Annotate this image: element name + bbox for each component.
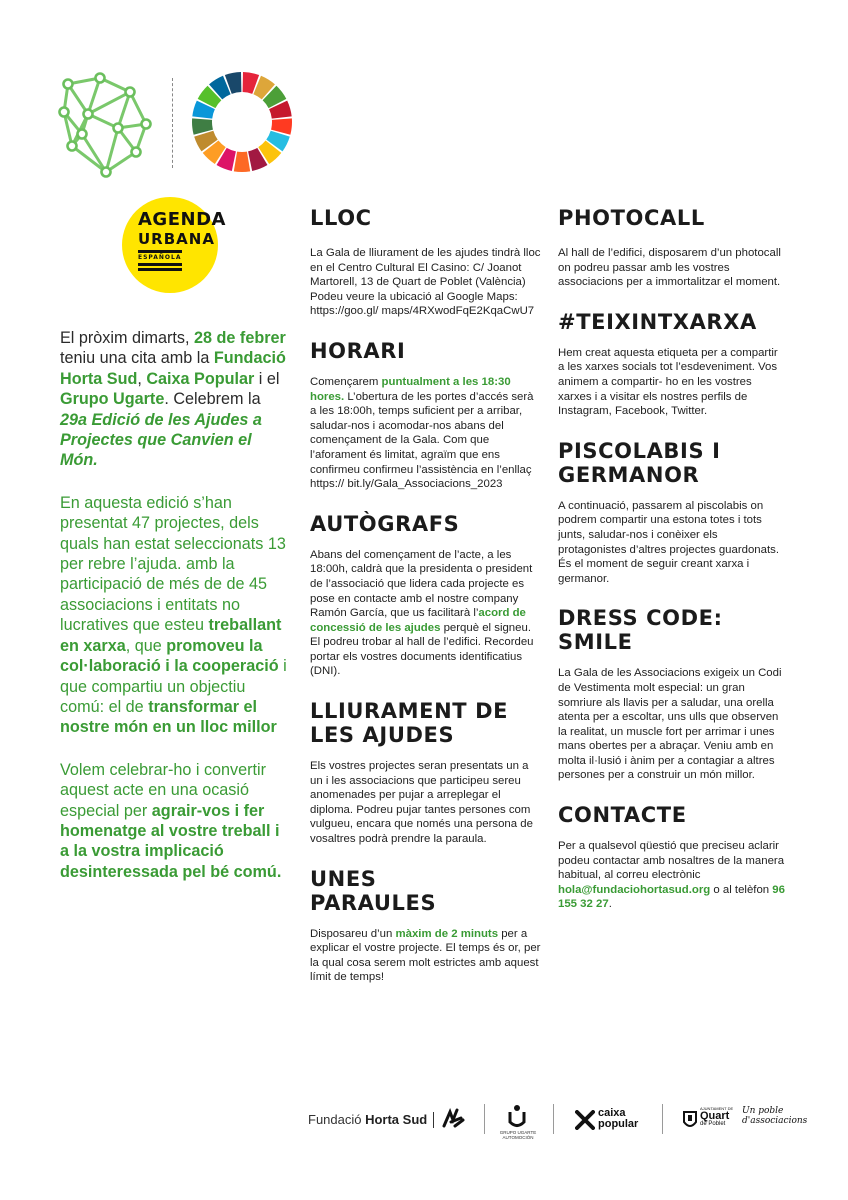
text: , que	[125, 636, 167, 655]
quart-crest-icon	[682, 1110, 698, 1130]
info-column-2	[310, 206, 542, 1005]
piscolabis-title: PISCOLABIS I GERMANOR	[558, 438, 721, 487]
org-name: Fundació Horta Sud	[60, 349, 286, 388]
highlight: agrair-vos i fer homenatge al vostre treball i a la vostra implicació desinteressada pel bé comú.	[60, 801, 282, 881]
highlight: màxim de 2 minuts	[395, 927, 499, 940]
photocall-text: Al hall de l’edifici, disposarem d’un photocall on podreu passar amb les vostres associacions per a immortalitzar el moment.	[558, 247, 781, 289]
intro-paragraph-2	[60, 493, 290, 738]
text: Abans del començament de l’acte, a les 18:00h, caldrà que la presidenta o president de l’associació que lidera cada projecte es pose en contacte amb el nostre company Ramón García, que us facilitarà l’	[310, 548, 533, 620]
text: i que compartiu un objectiu comú: el de	[60, 657, 287, 716]
photocall-title: PHOTOCALL	[558, 206, 705, 230]
text: Començarem	[310, 375, 382, 388]
un-poble-associacions-logo: Un poble d'associacions	[742, 1106, 808, 1126]
highlight: promoveu la col·laboració i la cooperació	[60, 636, 279, 676]
text: caixa	[598, 1107, 626, 1119]
lloc-title: LLOC	[310, 206, 372, 230]
text: Disposareu d’un	[310, 927, 396, 940]
teixint-text: Hem creat aquesta etiqueta per a compartir a les xarxes socials tot l’esdeveniment. Vos animem a compartir- ho en les vostres xarxes i a visitar els nostres perfils de Instagram, Facebook, Twitter.	[558, 346, 778, 418]
text: En aquesta edició s’han presentat 47 projectes, dels quals han estat seleccionats 13 per rebre l’ajuda. amb la participació de més de de 45 associacions i entitats no lucratives que esteu	[60, 493, 286, 635]
org-name: Grupo Ugarte	[60, 390, 165, 409]
quart-logo-text	[700, 1106, 733, 1128]
agenda-line2: URBANA	[138, 230, 215, 248]
text: L’obertura de les portes d’accés serà a les 18:00h, temps suficient per a arribar, saludar-nos i acomodar-nos abans del començament de la Gala. Com que l’aforament és limitat, agraïm que ens confirmeu confirmeu l’assistència en l’enllaç https:// bit.ly/Gala_Associacions_2023	[310, 390, 534, 491]
highlight: treballant en xarxa	[60, 616, 282, 655]
footer-divider	[433, 1112, 434, 1128]
caixa-popular-icon	[575, 1110, 595, 1130]
lliurament-title: LLIURAMENT DE LES AJUDES	[310, 699, 509, 748]
footer-divider	[484, 1104, 485, 1134]
text: . Celebrem la	[164, 390, 261, 409]
highlight: transformar el nostre món en un lloc millor	[60, 697, 277, 737]
text: AJUNTAMENT DE	[700, 1106, 734, 1111]
text: perquè el signeu. El podreu trobar al hall de l’edifici. Recordeu portar els vostres documents identificatius (DNI).	[310, 621, 534, 678]
text: Per a qualsevol qüestió que preciseu aclarir podeu contactar amb nosaltres de la manera habitual, al correu electrònic	[558, 840, 785, 882]
text: .	[608, 898, 612, 911]
text: Volem celebrar-ho i convertir aquest acte en una ocasió especial per	[60, 760, 267, 820]
lloc-text: La Gala de lliurament de les ajudes tindrà lloc en el Centro Cultural El Casino: C/ Joanot Martorell, 13 de Quart de Poblet (València) Podeu veure la ubicació al Google Maps: https://goo.gl/ maps/4RXwodFqE2KqaCwU7	[310, 247, 541, 318]
fundacio-horta-sud-logo	[308, 1112, 427, 1127]
text: Quart	[700, 1110, 730, 1122]
phone-link[interactable]: 96 155 32 27	[558, 883, 785, 911]
footer-divider	[662, 1104, 663, 1134]
date-highlight: 28 de febrer	[194, 329, 286, 347]
contacte-text	[558, 839, 786, 912]
grupo-ugarte-text: GRUPO UGARTE AUTOMOCIÓN	[499, 1130, 537, 1140]
text: El pròxim dimarts,	[60, 329, 195, 347]
text: o al telèfon	[710, 883, 773, 896]
highlight: puntualment a les 18:30 hores.	[310, 375, 511, 403]
footer-divider	[553, 1104, 554, 1134]
logo-separator	[172, 78, 173, 168]
text: per a explicar el vostre projecte. El temps és or, per la qual cosa serem molt estrictes amb aquest límit de temps!	[310, 927, 541, 984]
text: Horta Sud	[365, 1112, 428, 1127]
sdg-segment	[234, 152, 250, 172]
paraules-text	[310, 927, 542, 985]
agenda-line3: ESPAÑOLA	[138, 254, 182, 261]
text: Fundació	[308, 1112, 366, 1127]
intro-paragraph-3	[60, 760, 290, 882]
grupo-ugarte-icon	[505, 1104, 529, 1130]
horta-sud-symbol-icon	[441, 1108, 465, 1130]
agenda-urbana-text	[138, 210, 238, 271]
dress-title: DRESS CODE: SMILE	[558, 606, 723, 655]
highlight: acord de concessió de les ajudes	[310, 607, 526, 634]
lliurament-text: Els vostres projectes seran presentats un a un i les associacions que participeu sereu anomenades per pujar a arreplegar el diploma. Podreu pujar tantes persones com vulgueu, encara que només una persona de vosaltres podrà prendre la paraula.	[310, 760, 533, 846]
network-logo-icon	[58, 72, 158, 178]
agenda-line1: AGENDA	[138, 209, 226, 230]
intro-paragraph-1	[60, 328, 290, 471]
email-link[interactable]: hola@fundaciohortasud.org	[558, 883, 711, 896]
text: de Poblet	[700, 1121, 726, 1127]
caixa-popular-text	[598, 1108, 638, 1130]
horari-text	[310, 375, 542, 492]
paraules-title: UNES PARAULES	[310, 866, 437, 915]
horari-title: HORARI	[310, 338, 406, 363]
piscolabis-text: A continuació, passarem al piscolabis on podrem compartir una estona totes i tots junts, saludar-nos i conèixer els protagonistes d’altres projectes guardonats. És el moment de seguir creant xarxa i germanor.	[558, 499, 779, 585]
org-name: Caixa Popular	[146, 369, 255, 388]
text: teniu una cita amb la	[60, 349, 214, 368]
info-column-3	[558, 206, 786, 932]
edition-name: 29a Edició de les Ajudes a Projectes que Canvien el Món.	[60, 410, 262, 470]
text: popular	[598, 1118, 639, 1130]
dress-text: La Gala de les Associacions exigeix un Codi de Vestimenta molt especial: un gran somriure als llavis per a saludar, una orella atenta per a escoltar, uns ulls que observen la realitat, un muscle fort per arrimar i unes mans obertes per a abraçar. Veniu amb en molta il·lusió i ànim per a contagiar a altres persones per a construir un món millor.	[558, 667, 782, 782]
intro-column	[60, 328, 290, 904]
sdg-wheel-icon	[190, 70, 294, 174]
text: ,	[137, 369, 147, 388]
text: i el	[254, 369, 280, 388]
contacte-title: CONTACTE	[558, 803, 687, 828]
autografs-text	[310, 548, 542, 679]
autografs-title: AUTÒGRAFS	[310, 511, 460, 536]
teixint-title: #TEIXINTXARXA	[558, 309, 757, 334]
